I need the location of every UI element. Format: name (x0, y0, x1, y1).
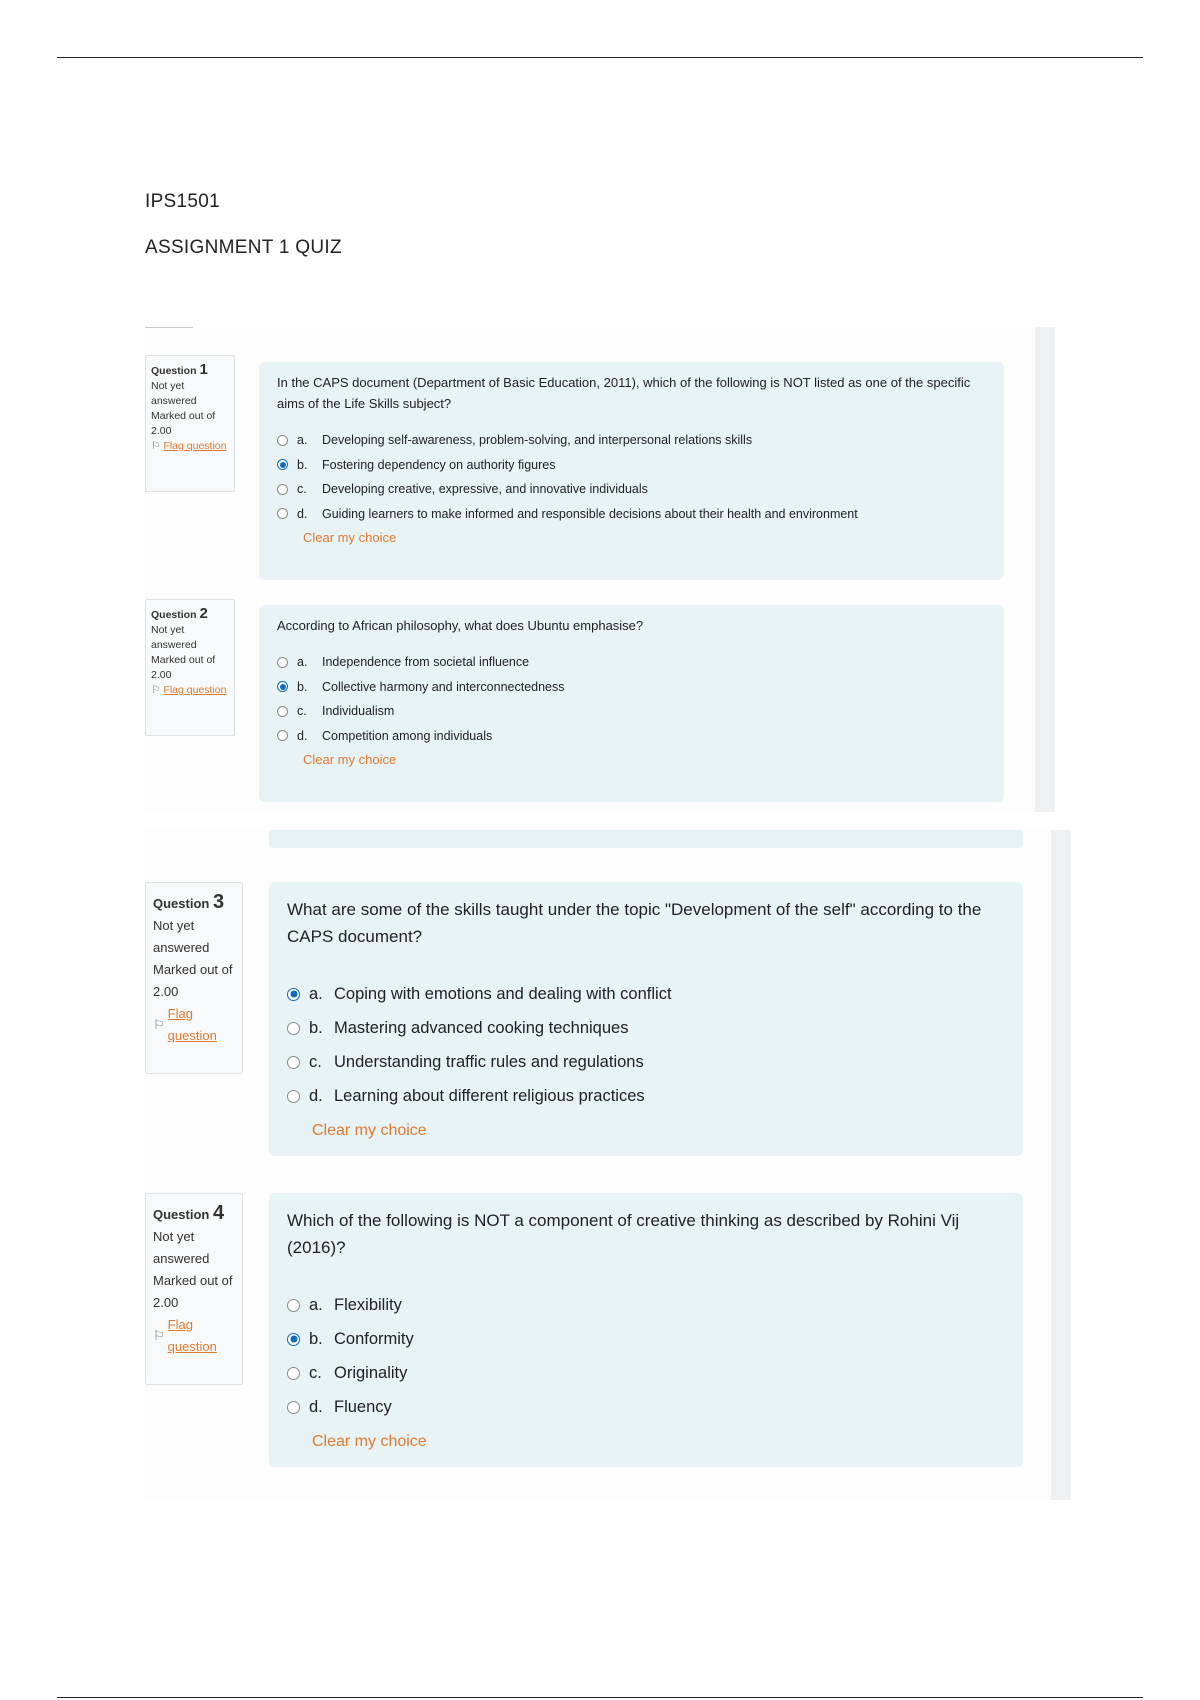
answer-text: Independence from societal influence (322, 655, 530, 670)
question-info (145, 355, 235, 492)
question-marks: Marked out of 2.00 (151, 410, 216, 437)
answer-text: Originality (334, 1363, 408, 1382)
answer-option[interactable] (277, 428, 986, 453)
answer-letter: c. (297, 482, 307, 497)
radio-icon[interactable] (277, 484, 288, 495)
radio-icon[interactable] (287, 1401, 300, 1414)
question-number: 1 (199, 361, 208, 378)
question-number-line (153, 1202, 235, 1226)
radio-selected-icon[interactable] (277, 459, 288, 470)
flag-icon: ⚐ (151, 440, 161, 452)
question-number-line (151, 606, 229, 623)
answer-letter: a. (309, 984, 323, 1003)
answer-letter: d. (309, 1086, 323, 1105)
radio-icon[interactable] (277, 730, 288, 741)
answer-option[interactable] (277, 650, 986, 675)
clear-choice-link[interactable]: Clear my choice (303, 752, 397, 767)
question-status: Not yet answered (151, 380, 197, 407)
radio-icon[interactable] (277, 706, 288, 717)
answer-option[interactable] (287, 977, 1005, 1011)
answer-text: Coping with emotions and dealing with conflict (334, 984, 672, 1003)
flag-question-link[interactable] (151, 439, 229, 454)
answer-text: Flexibility (334, 1295, 402, 1314)
answer-option[interactable] (287, 1045, 1005, 1079)
question-number-line (153, 891, 235, 915)
answer-option[interactable] (287, 1079, 1005, 1113)
answer-option[interactable] (277, 675, 986, 700)
flag-icon: ⚐ (151, 684, 161, 696)
flag-question-label: Flag question (163, 684, 227, 696)
radio-icon[interactable] (277, 508, 288, 519)
question-text: Which of the following is NOT a component of creative thinking as described by Rohini Vij (2016)? (287, 1211, 960, 1257)
answer-list (287, 1288, 1005, 1424)
answer-text: Competition among individuals (322, 728, 493, 743)
radio-icon[interactable] (287, 1367, 300, 1380)
question-info (145, 599, 235, 736)
question-status: Not yet answered (153, 1229, 210, 1266)
question-number: 3 (212, 891, 225, 913)
answer-list (277, 428, 986, 526)
scrollbar[interactable] (1051, 830, 1071, 1500)
radio-selected-icon[interactable] (287, 988, 300, 1001)
answer-letter: b. (309, 1329, 323, 1348)
radio-icon[interactable] (277, 657, 288, 668)
assignment-title: ASSIGNMENT 1 QUIZ (145, 237, 342, 258)
radio-selected-icon[interactable] (287, 1333, 300, 1346)
flag-icon: ⚐ (153, 1328, 165, 1343)
radio-icon[interactable] (287, 1090, 300, 1103)
header-rule (57, 57, 1143, 58)
question-marks: Marked out of 2.00 (151, 654, 216, 681)
answer-option[interactable] (277, 724, 986, 749)
scrollbar[interactable] (1035, 327, 1055, 812)
answer-text: Mastering advanced cooking techniques (334, 1018, 629, 1037)
question-text: According to African philosophy, what does Ubuntu emphasise? (277, 618, 644, 633)
answer-letter: d. (309, 1397, 323, 1416)
clear-choice-link[interactable]: Clear my choice (312, 1433, 427, 1450)
question-card (269, 882, 1023, 1156)
answer-option[interactable] (277, 477, 986, 502)
clear-choice-link[interactable]: Clear my choice (312, 1122, 427, 1139)
question-info (145, 882, 243, 1074)
question-marks: Marked out of 2.00 (153, 1273, 233, 1310)
question-status: Not yet answered (151, 624, 197, 651)
question-number: 2 (199, 605, 208, 622)
divider (145, 327, 193, 328)
answer-option[interactable] (287, 1322, 1005, 1356)
radio-icon[interactable] (287, 1022, 300, 1035)
question-label: Question (153, 896, 210, 911)
answer-letter: b. (297, 679, 308, 694)
question-label: Question (151, 365, 197, 377)
flag-question-label: Flag question (167, 1317, 217, 1354)
answer-text: Individualism (322, 704, 395, 719)
question-info (145, 1193, 243, 1385)
question-number: 4 (212, 1202, 225, 1224)
answer-option[interactable] (287, 1356, 1005, 1390)
question-text: In the CAPS document (Department of Basic Education, 2011), which of the following is NOT listed as one of the specific aims of the Life Skills subject? (277, 375, 971, 411)
answer-letter: b. (297, 457, 308, 472)
answer-option[interactable] (287, 1288, 1005, 1322)
answer-option[interactable] (277, 502, 986, 527)
answer-letter: a. (297, 655, 308, 670)
answer-letter: c. (297, 704, 307, 719)
answer-text: Developing creative, expressive, and innovative individuals (322, 482, 648, 497)
answer-letter: c. (309, 1052, 322, 1071)
question-card (259, 605, 1004, 802)
flag-question-label: Flag question (163, 440, 227, 452)
question-card (269, 1193, 1023, 1467)
answer-text: Developing self-awareness, problem-solving, and interpersonal relations skills (322, 433, 753, 448)
flag-question-link[interactable] (153, 1003, 235, 1047)
question-number-line (151, 362, 229, 379)
quiz-screenshot-1 (145, 327, 1055, 812)
answer-text: Guiding learners to make informed and responsible decisions about their health and environment (322, 506, 858, 521)
answer-option[interactable] (277, 699, 986, 724)
answer-option[interactable] (287, 1390, 1005, 1424)
answer-text: Learning about different religious practices (334, 1086, 645, 1105)
question-label: Question (153, 1207, 210, 1222)
answer-list (287, 977, 1005, 1113)
radio-icon[interactable] (277, 435, 288, 446)
question-text: What are some of the skills taught under the topic "Development of the self" according to the CAPS document? (287, 900, 982, 946)
flag-question-label: Flag question (167, 1006, 217, 1043)
answer-text: Understanding traffic rules and regulations (334, 1052, 644, 1071)
answer-option[interactable] (287, 1011, 1005, 1045)
answer-letter: c. (309, 1363, 322, 1382)
quiz-screenshot-2 (145, 830, 1071, 1500)
answer-text: Collective harmony and interconnectedness (322, 679, 565, 694)
answer-text: Fluency (334, 1397, 392, 1416)
radio-icon[interactable] (287, 1056, 300, 1069)
radio-selected-icon[interactable] (277, 681, 288, 692)
radio-icon[interactable] (287, 1299, 300, 1312)
question-card (259, 362, 1004, 580)
answer-text: Conformity (334, 1329, 414, 1348)
clear-choice-link[interactable]: Clear my choice (303, 530, 397, 545)
question-label: Question (151, 609, 197, 621)
answer-letter: d. (297, 728, 308, 743)
course-code: IPS1501 (145, 191, 220, 212)
flag-icon: ⚐ (153, 1017, 165, 1032)
previous-card-edge (269, 830, 1023, 848)
flag-question-link[interactable] (151, 683, 229, 698)
footer-rule (57, 1697, 1143, 1698)
answer-list (277, 650, 986, 748)
flag-question-link[interactable] (153, 1314, 235, 1358)
answer-letter: b. (309, 1018, 323, 1037)
question-marks: Marked out of 2.00 (153, 962, 233, 999)
answer-letter: d. (297, 506, 308, 521)
answer-letter: a. (297, 433, 308, 448)
answer-text: Fostering dependency on authority figures (322, 457, 556, 472)
answer-letter: a. (309, 1295, 323, 1314)
answer-option[interactable] (277, 453, 986, 478)
question-status: Not yet answered (153, 918, 210, 955)
